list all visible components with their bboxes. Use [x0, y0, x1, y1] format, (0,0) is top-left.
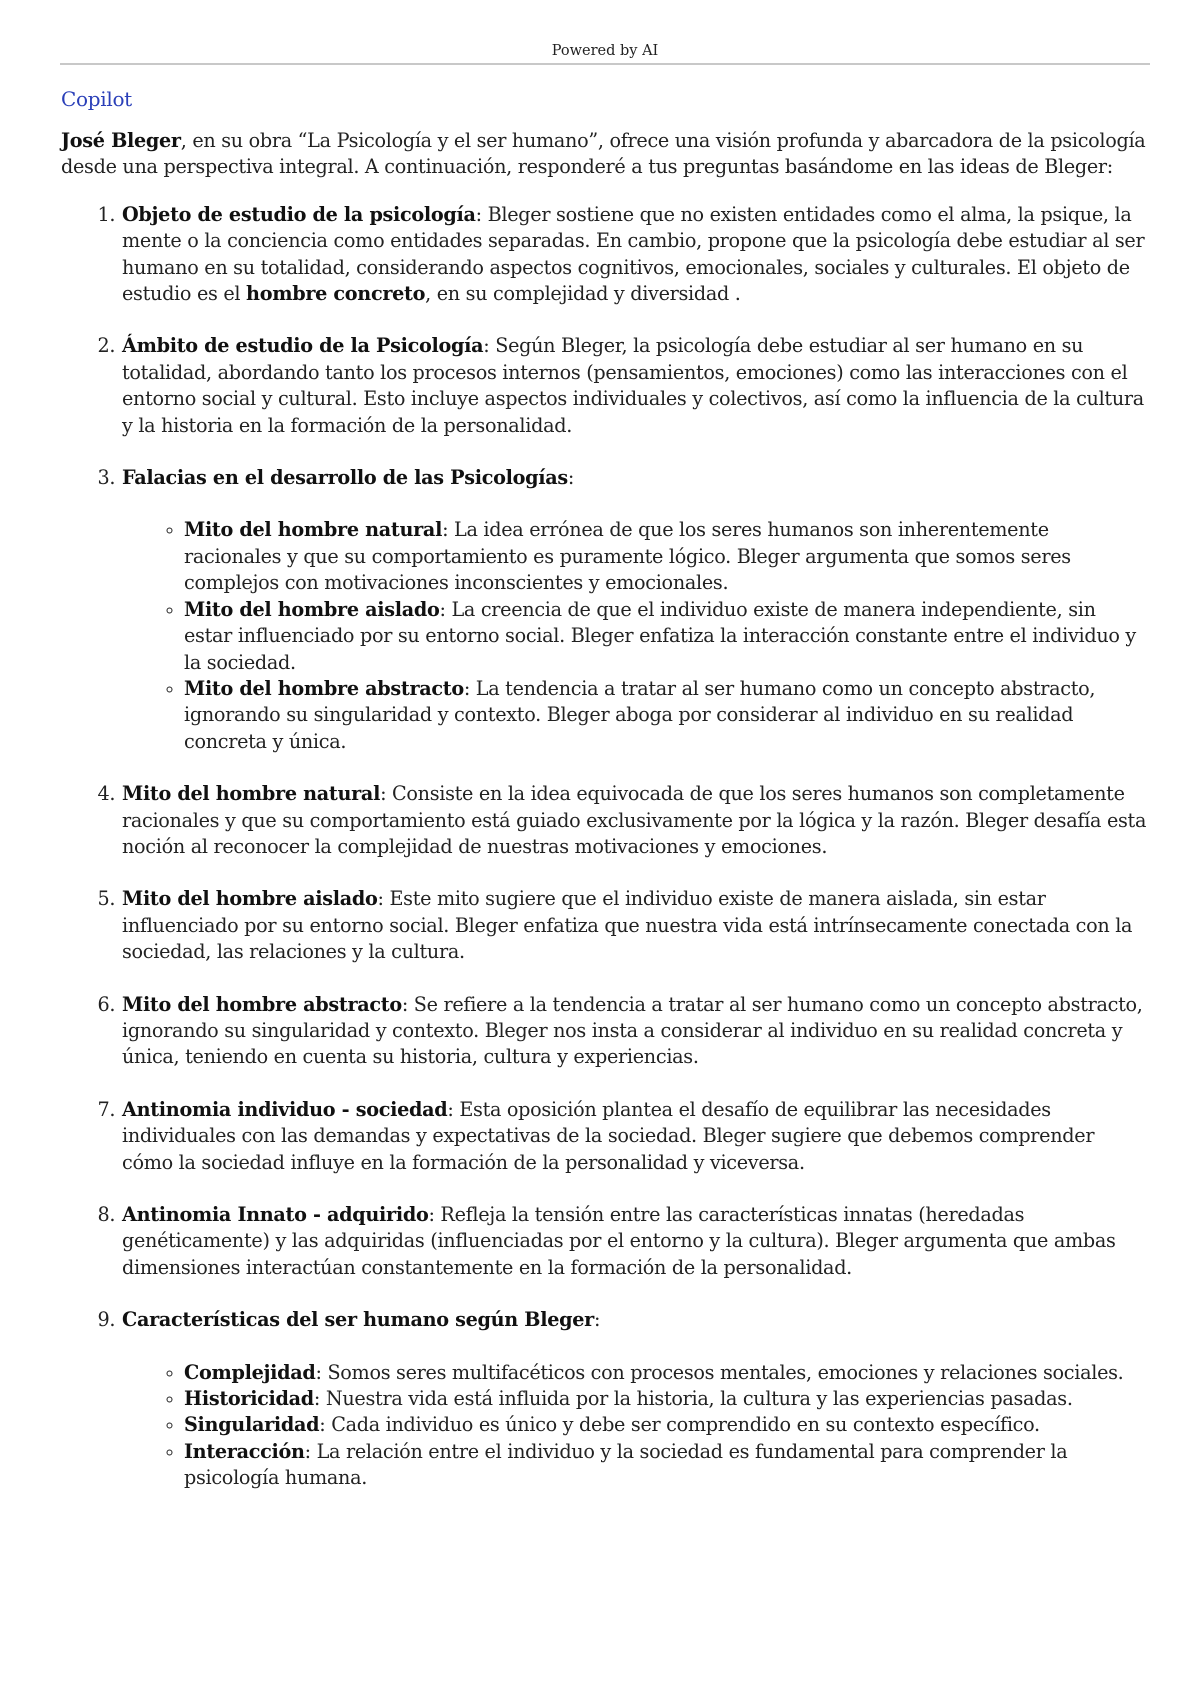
sub-list-item: [184, 1386, 1147, 1412]
document-body: [61, 86, 1147, 1492]
item-text-end: , en su complejidad y diversidad .: [425, 282, 741, 306]
sub-list-item: [184, 597, 1147, 676]
sub-list-item: [184, 1412, 1147, 1438]
list-item: [121, 202, 1147, 308]
sub-list-item: [184, 676, 1147, 755]
item-title: Mito del hombre abstracto: [122, 992, 402, 1016]
sub-item-title: Singularidad: [184, 1413, 320, 1437]
author-label: Copilot: [61, 87, 132, 111]
list-item: [121, 1097, 1147, 1176]
item-text: : Se refiere a la tendencia a tratar al ser humano como un concepto abstracto, ignorando su singularidad y contexto. Bleger nos insta a considerar al individuo en su realidad concreta y única, teniendo en cuenta su historia, cultura y experiencias.: [122, 992, 1143, 1069]
sub-item-title: Mito del hombre natural: [184, 518, 443, 542]
sub-list-item: [184, 1439, 1147, 1492]
list-item: [121, 465, 1147, 755]
item-title: Características del ser humano según Bleger: [122, 1308, 594, 1332]
sub-list-item: [184, 1360, 1147, 1386]
item-emphasis: hombre concreto: [246, 282, 426, 306]
sub-item-text: : La tendencia a tratar al ser humano como un concepto abstracto, ignorando su singularidad y contexto. Bleger aboga por considerar al individuo en su realidad concreta y única.: [184, 676, 1096, 753]
item-title: Falacias en el desarrollo de las Psicologías: [122, 466, 568, 490]
page-header: Powered by AI: [551, 43, 659, 59]
sub-item-title: Mito del hombre abstracto: [184, 676, 464, 700]
item-title: Mito del hombre natural: [122, 782, 381, 806]
list-item: [121, 333, 1147, 439]
sub-list: [122, 1360, 1147, 1492]
sub-item-title: Mito del hombre aislado: [184, 597, 440, 621]
sub-item-text: : La idea errónea de que los seres humanos son inherentemente racionales y que su comportamiento es puramente lógico. Bleger argumenta que somos seres complejos con motivaciones inconscientes y emocionales.: [184, 518, 1071, 595]
item-title: Antinomia individuo - sociedad: [122, 1097, 448, 1121]
item-text: : Este mito sugiere que el individuo existe de manera aislada, sin estar influenciado por su entorno social. Bleger enfatiza que nuestra vida está intrínsecamente conectada con la sociedad, las relaciones y la cultura.: [122, 887, 1133, 964]
list-item: [121, 992, 1147, 1071]
sub-item-text: : Cada individuo es único y debe ser comprendido en su contexto específico.: [319, 1413, 1040, 1437]
item-text: : Consiste en la idea equivocada de que los seres humanos son completamente racionales y que su comportamiento está guiado exclusivamente por la lógica y la razón. Bleger desafía esta noción al reconocer la complejidad de nuestras motivaciones y emociones.: [122, 782, 1147, 858]
sub-list: [122, 517, 1147, 755]
item-title: Objeto de estudio de la psicología: [122, 202, 476, 226]
sub-item-text: : Nuestra vida está influida por la historia, la cultura y las experiencias pasadas.: [313, 1387, 1073, 1411]
item-text: : Según Bleger, la psicología debe estudiar al ser humano en su totalidad, abordando tanto los procesos internos (pensamientos, emociones) como las interacciones con el entorno social y cultural. Esto incluye aspectos individuales y colectivos, así como la influencia de la cultura y la historia en la formación de la personalidad.: [122, 334, 1144, 437]
sub-item-title: Complejidad: [184, 1360, 316, 1384]
sub-item-title: Historicidad: [184, 1387, 314, 1411]
item-text: : Bleger sostiene que no existen entidades como el alma, la psique, la mente o la conciencia como entidades separadas. En cambio, propone que la psicología debe estudiar al ser humano en su totalidad, considerando aspectos cognitivos, emocionales, sociales y culturales. El objeto de estudio es el: [122, 202, 1145, 306]
item-title: Antinomia Innato - adquirido: [122, 1203, 429, 1226]
sub-list-item: [184, 517, 1147, 596]
sub-item-text: : La relación entre el individuo y la sociedad es fundamental para comprender la psicología humana.: [184, 1439, 1068, 1490]
list-item: [121, 886, 1147, 965]
sub-item-title: Interacción: [184, 1439, 305, 1463]
item-title: Ámbito de estudio de la Psicología: [122, 334, 484, 358]
main-list: [61, 202, 1147, 1492]
intro-name: José Bleger: [61, 129, 181, 152]
list-item: [121, 1202, 1147, 1281]
intro-paragraph: [61, 128, 1147, 181]
list-item: [121, 1307, 1147, 1491]
header-divider: [60, 63, 1150, 65]
item-text: : Esta oposición plantea el desafío de equilibrar las necesidades individuales con las demandas y expectativas de la sociedad. Bleger sugiere que debemos comprender cómo la sociedad influye en la formación de la personalidad y viceversa.: [122, 1097, 1095, 1174]
sub-item-text: : La creencia de que el individuo existe de manera independiente, sin estar influenciado por su entorno social. Bleger enfatiza la interacción constante entre el individuo y la sociedad.: [184, 597, 1136, 674]
sub-item-text: : Somos seres multifacéticos con procesos mentales, emociones y relaciones sociales.: [315, 1360, 1124, 1384]
intro-text: , en su obra “La Psicología y el ser humano”, ofrece una visión profunda y abarcadora de la psicología desde una perspectiva integral. A continuación, responderé a tus preguntas basándome en las ideas de Bleger:: [61, 129, 1146, 179]
item-text: :: [593, 1308, 601, 1332]
item-text: :: [567, 466, 575, 490]
item-title: Mito del hombre aislado: [122, 887, 378, 911]
item-text: : Refleja la tensión entre las características innatas (heredadas genéticamente) y las adquiridas (influenciadas por el entorno y la cultura). Bleger argumenta que ambas dimensiones interactúan constantemente en la formación de la personalidad.: [122, 1203, 1116, 1279]
list-item: [121, 781, 1147, 860]
